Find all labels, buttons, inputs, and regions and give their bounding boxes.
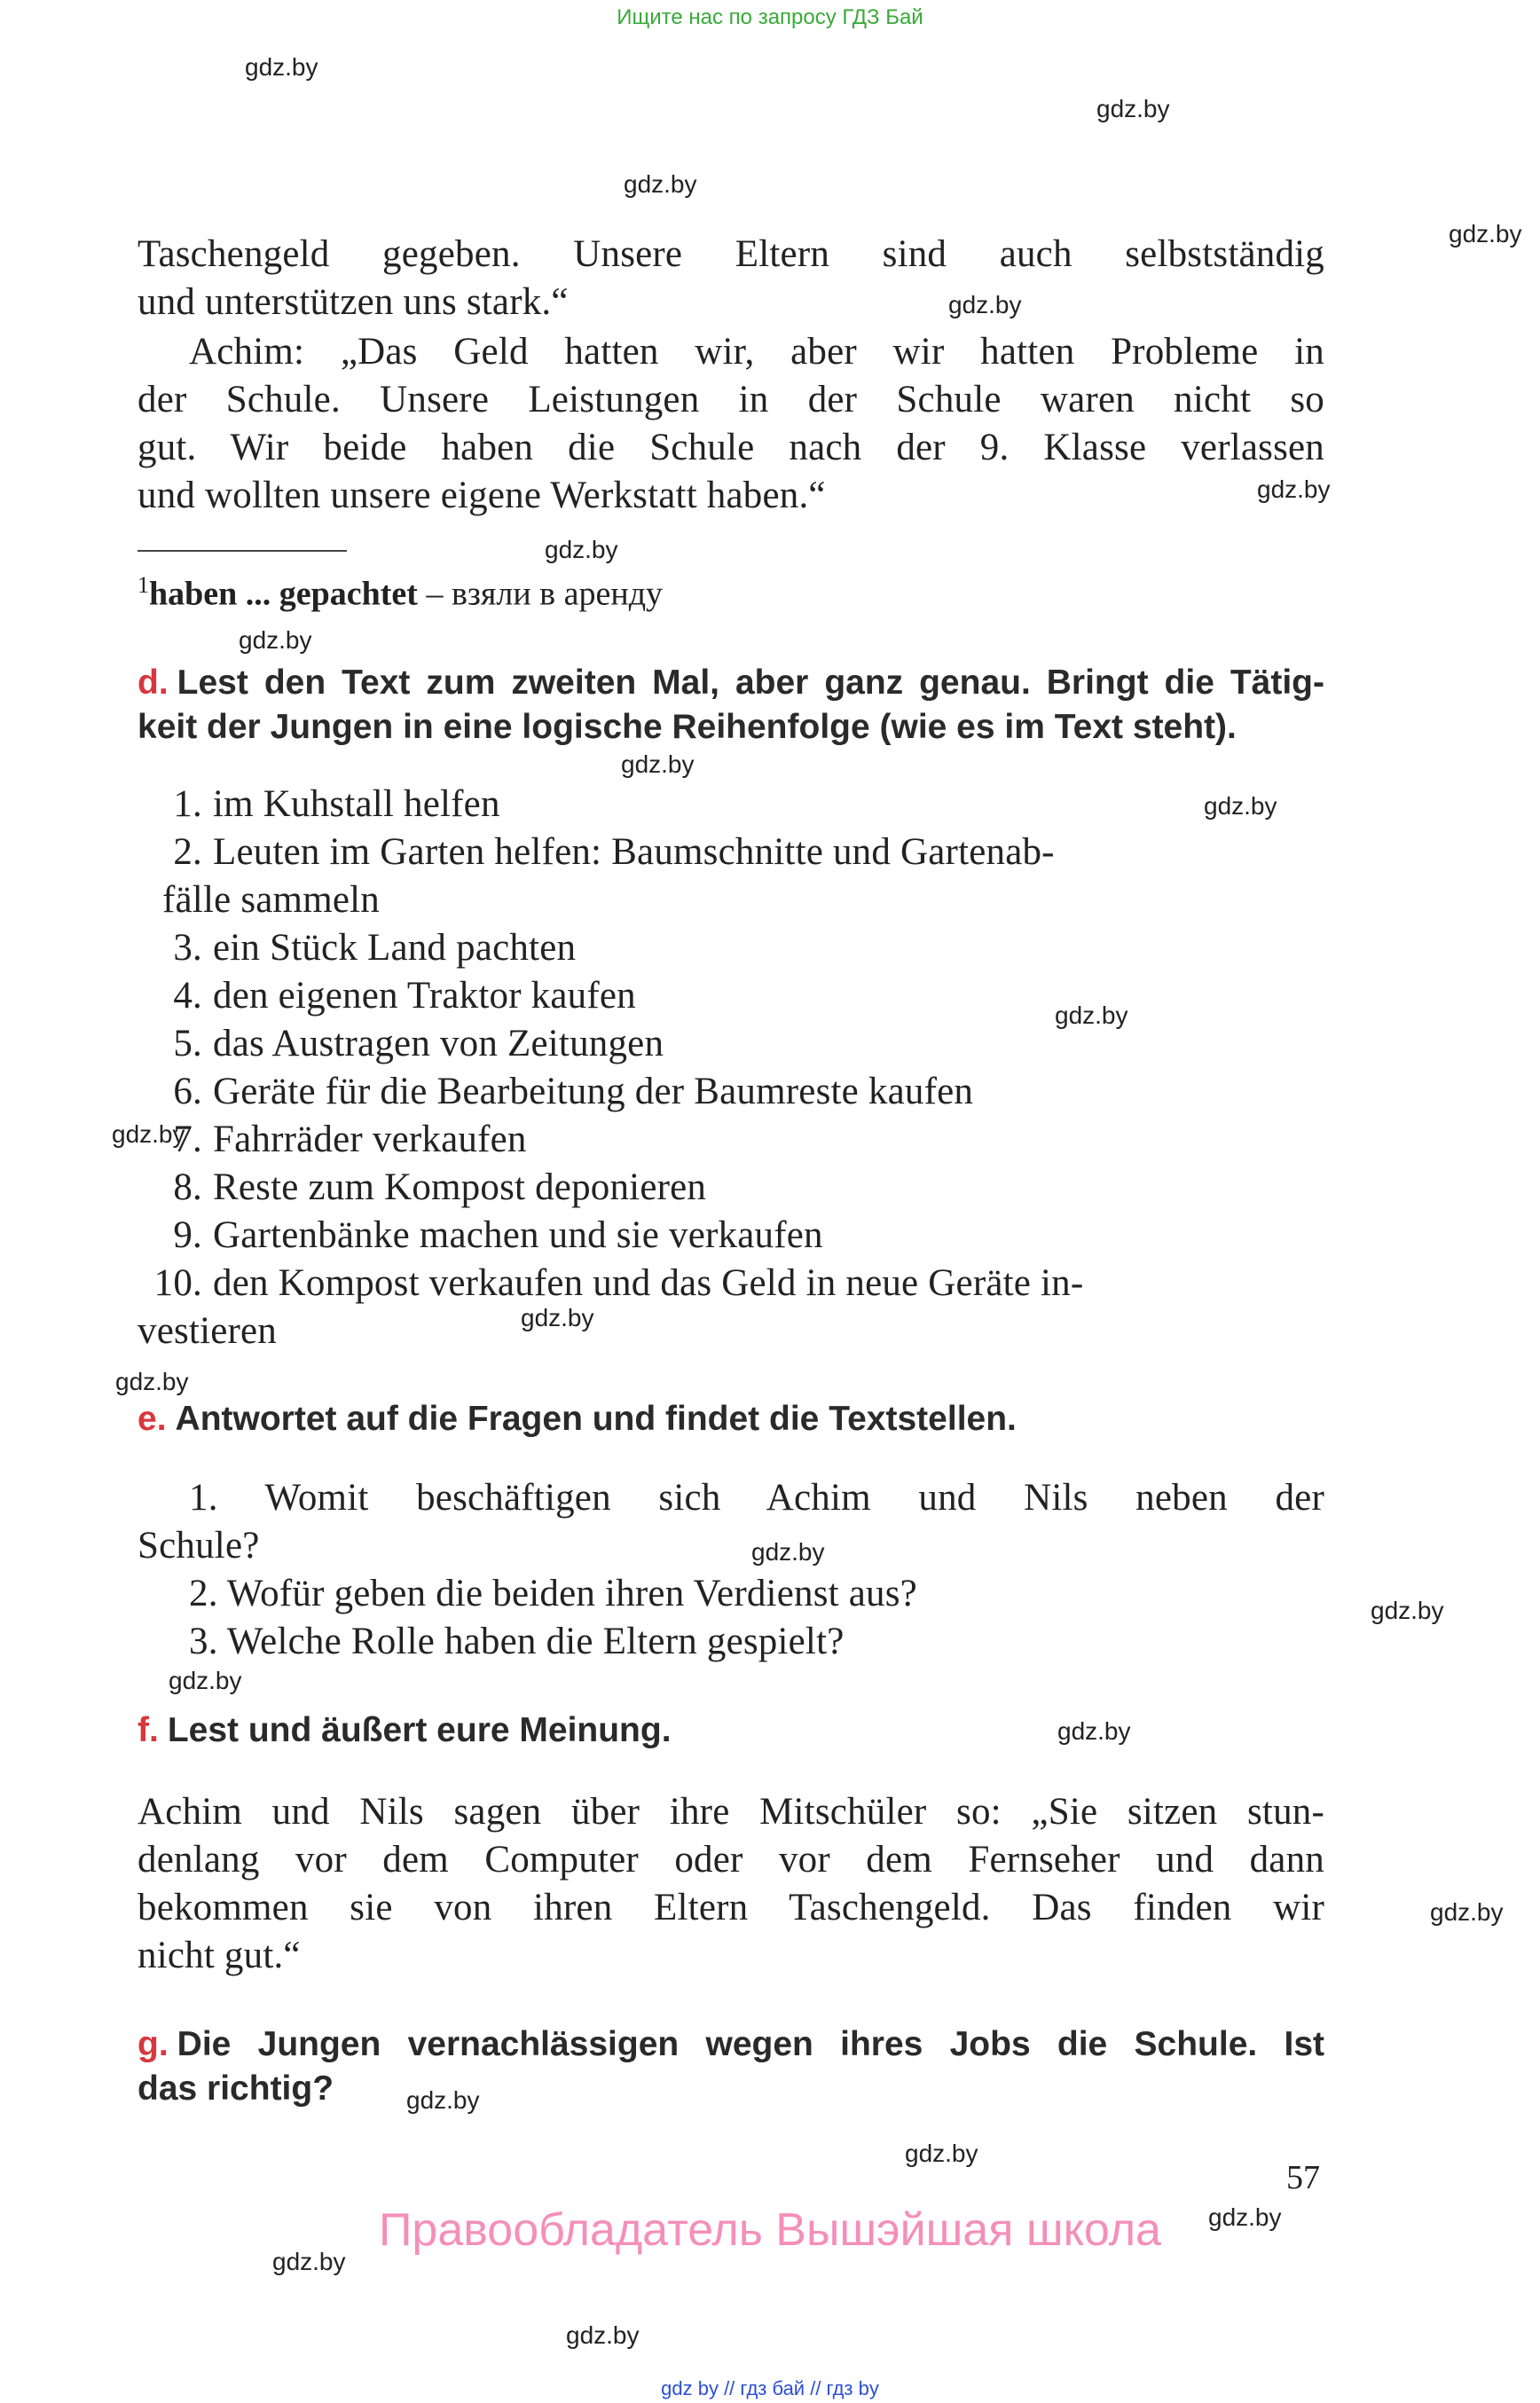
watermark: gdz.by [1055, 1001, 1128, 1029]
watermark: gdz.by [169, 1667, 242, 1694]
task-d-heading [138, 664, 1324, 703]
watermark: gdz.by [1057, 1717, 1131, 1745]
watermark: gdz.by [521, 1304, 594, 1331]
watermark: gdz.by [115, 1368, 189, 1395]
list-item: 8. Reste zum Kompost deponieren [173, 1166, 707, 1208]
list-item: 3. Welche Rolle haben die Eltern gespielt? [189, 1621, 845, 1662]
list-item: 5. das Austragen von Zeitungen [173, 1023, 664, 1064]
task-letter: d. [138, 664, 169, 702]
watermark: gdz.by [948, 291, 1022, 318]
list-item: 10. den Kompost verkaufen und das Geld in neue Geräte in- [153, 1262, 1084, 1304]
task-letter: f. [138, 1711, 159, 1749]
watermark: gdz.by [245, 53, 318, 81]
list-item: 3. ein Stück Land pachten [173, 927, 577, 969]
list-item: 4. den eigenen Traktor kaufen [173, 975, 636, 1017]
list-item: 9. Gartenbänke machen und sie verkaufen [173, 1214, 823, 1256]
watermark: gdz.by [1096, 95, 1170, 122]
list-item: 6. Geräte für die Bearbeitung der Baumreste kaufen [173, 1071, 974, 1112]
task-f-heading [138, 1711, 672, 1750]
paragraph-line: nicht gut.“ [138, 1935, 301, 1976]
page-number: 57 [1286, 2159, 1320, 2196]
list-item: 1. im Kuhstall helfen [173, 783, 500, 825]
task-e-heading [138, 1400, 1017, 1439]
paragraph-line: bekommen sie von ihren Eltern Taschengeld. Das finden wir [138, 1887, 1324, 1928]
footnote-translation: – взяли в аренду [417, 575, 664, 613]
watermark: gdz.by [1208, 2203, 1282, 2231]
task-e-text: Antwortet auf die Fragen und findet die Textstellen. [175, 1400, 1017, 1438]
watermark: gdz.by [624, 170, 697, 198]
watermark: gdz.by [751, 1538, 825, 1566]
watermark: gdz.by [621, 750, 695, 778]
footnote [138, 572, 663, 614]
list-item-continuation: fälle sammeln [162, 879, 380, 921]
watermark: gdz.by [905, 2140, 978, 2167]
paragraph-line: und wollten unsere eigene Werkstatt haben.“ [138, 475, 826, 516]
task-d-line: keit der Jungen in eine logische Reihenfolge (wie es im Text steht). [138, 708, 1237, 746]
list-item: 7. Fahrräder verkaufen [173, 1119, 527, 1160]
task-letter: g. [138, 2025, 169, 2063]
paragraph-line: Achim: „Das Geld hatten wir, aber wir hatten Probleme in [189, 331, 1324, 373]
paragraph-line: der Schule. Unsere Leistungen in der Schule waren nicht so [138, 379, 1324, 420]
footnote-term: haben ... gepachtet [149, 575, 418, 613]
watermark: gdz.by [1449, 220, 1522, 247]
footer-links[interactable]: gdz by // гдз бай // гдз by [661, 2377, 879, 2399]
list-item: 1. Womit beschäftigen sich Achim und Nils neben der [189, 1477, 1324, 1519]
copyright-notice: Правообладатель Вышэйшая школа [379, 2204, 1161, 2256]
footnote-marker: 1 [138, 572, 149, 598]
paragraph-line: Achim und Nils sagen über ihre Mitschüler so: „Sie sitzen stun- [138, 1791, 1324, 1833]
task-g-line: Die Jungen vernachlässigen wegen ihres Jobs die Schule. Ist [177, 2025, 1324, 2063]
task-g-line: das richtig? [138, 2069, 334, 2108]
footnote-divider [138, 550, 347, 552]
watermark: gdz.by [239, 626, 312, 654]
watermark: gdz.by [545, 536, 618, 563]
paragraph-line: gut. Wir beide haben die Schule nach der 9. Klasse verlassen [138, 427, 1324, 468]
watermark: gdz.by [1430, 1898, 1504, 1926]
list-item: 2. Wofür geben die beiden ihren Verdienst aus? [189, 1573, 917, 1614]
task-f-text: Lest und äußert eure Meinung. [167, 1711, 672, 1749]
paragraph-line: denlang vor dem Computer oder vor dem Fernseher und dann [138, 1839, 1324, 1881]
list-item-continuation: vestieren [138, 1310, 278, 1352]
list-item-continuation: Schule? [138, 1525, 260, 1567]
task-g-heading [138, 2025, 1324, 2064]
watermark: gdz.by [566, 2321, 640, 2349]
list-item: 2. Leuten im Garten helfen: Baumschnitte und Gartenab- [173, 831, 1055, 873]
paragraph-line: Taschengeld gegeben. Unsere Eltern sind auch selbstständig [138, 233, 1324, 275]
watermark: gdz.by [1204, 792, 1277, 820]
watermark: gdz.by [406, 2086, 480, 2114]
task-letter: e. [138, 1400, 167, 1438]
top-banner: Ищите нас по запросу ГДЗ Бай [617, 5, 923, 29]
task-d-line: Lest den Text zum zweiten Mal, aber ganz genau. Bringt die Tätig- [177, 664, 1324, 702]
paragraph-line: und unterstützen uns stark.“ [138, 281, 569, 323]
watermark: gdz.by [112, 1120, 185, 1148]
watermark: gdz.by [1257, 475, 1331, 503]
watermark: gdz.by [1371, 1597, 1444, 1624]
watermark: gdz.by [272, 2248, 346, 2275]
